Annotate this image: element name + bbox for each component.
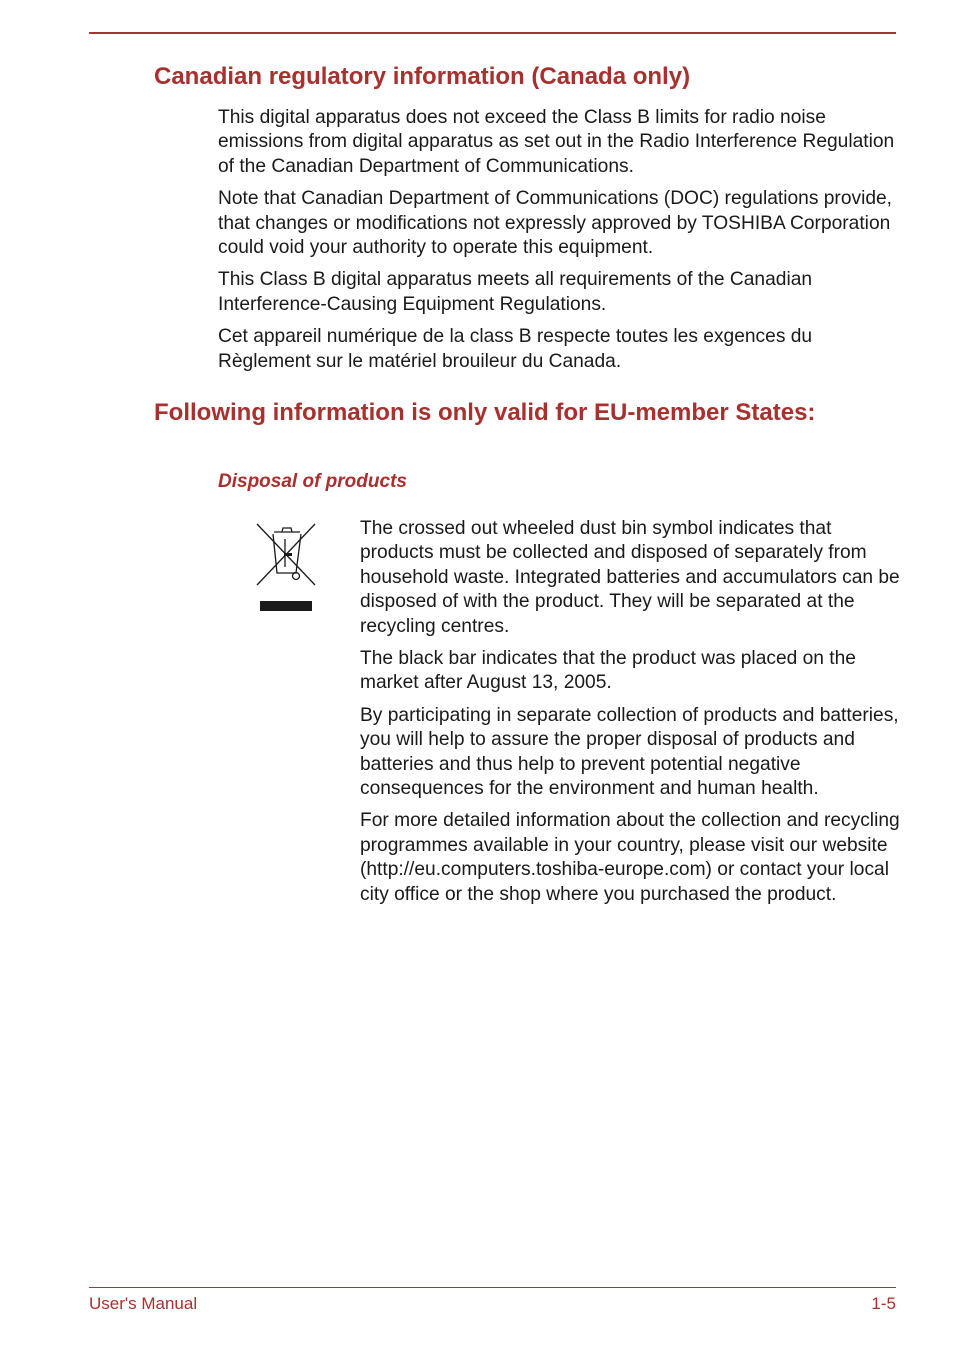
canada-paragraph: Note that Canadian Department of Communications (DOC) regulations provide, that changes or modifications not expressly approved by TOSHIBA Corporation could void your authority to operate this equipment. xyxy=(218,188,893,259)
canada-paragraph: Cet appareil numérique de la class B respecte toutes les exgences du Règlement sur le matériel brouileur du Canada. xyxy=(218,326,813,372)
footer-page-number: 1-5 xyxy=(871,1294,896,1313)
crossed-out-wheeled-bin-icon xyxy=(254,521,320,613)
disposal-paragraph: For more detailed information about the collection and recycling programmes available in your country, please visit our website (http://eu.computers.toshiba-europe.com) or contact your local city office or the shop where you purchased the product. xyxy=(360,810,900,905)
disposal-paragraph: The crossed out wheeled dust bin symbol indicates that products must be collected and disposed of separately from household waste. Integrated batteries and accumulators can be disposed of with the product. They will be separated at the recycling centres. xyxy=(360,518,900,637)
disposal-subheading: Disposal of products xyxy=(218,471,407,492)
disposal-section-body xyxy=(360,517,900,915)
footer-rule xyxy=(89,1287,896,1288)
canada-paragraph: This digital apparatus does not exceed the Class B limits for radio noise emissions from digital apparatus as set out in the Radio Interference Regulation of the Canadian Department of Communications. xyxy=(218,107,895,177)
footer-document-title: User's Manual xyxy=(89,1294,198,1313)
canada-section-body xyxy=(218,106,898,382)
canada-paragraph: This Class B digital apparatus meets all requirements of the Canadian Interference-Causing Equipment Regulations. xyxy=(218,269,813,315)
disposal-paragraph: The black bar indicates that the product was placed on the market after August 13, 2005. xyxy=(360,648,856,694)
header-rule xyxy=(89,32,896,34)
disposal-paragraph: By participating in separate collection of products and batteries, you will help to assure the proper disposal of products and batteries and thus help to prevent potential negative consequences for the environment and human health. xyxy=(360,704,899,800)
eu-section-heading: Following information is only valid for EU-member States: xyxy=(154,399,816,426)
canada-section-heading: Canadian regulatory information (Canada only) xyxy=(154,63,691,90)
